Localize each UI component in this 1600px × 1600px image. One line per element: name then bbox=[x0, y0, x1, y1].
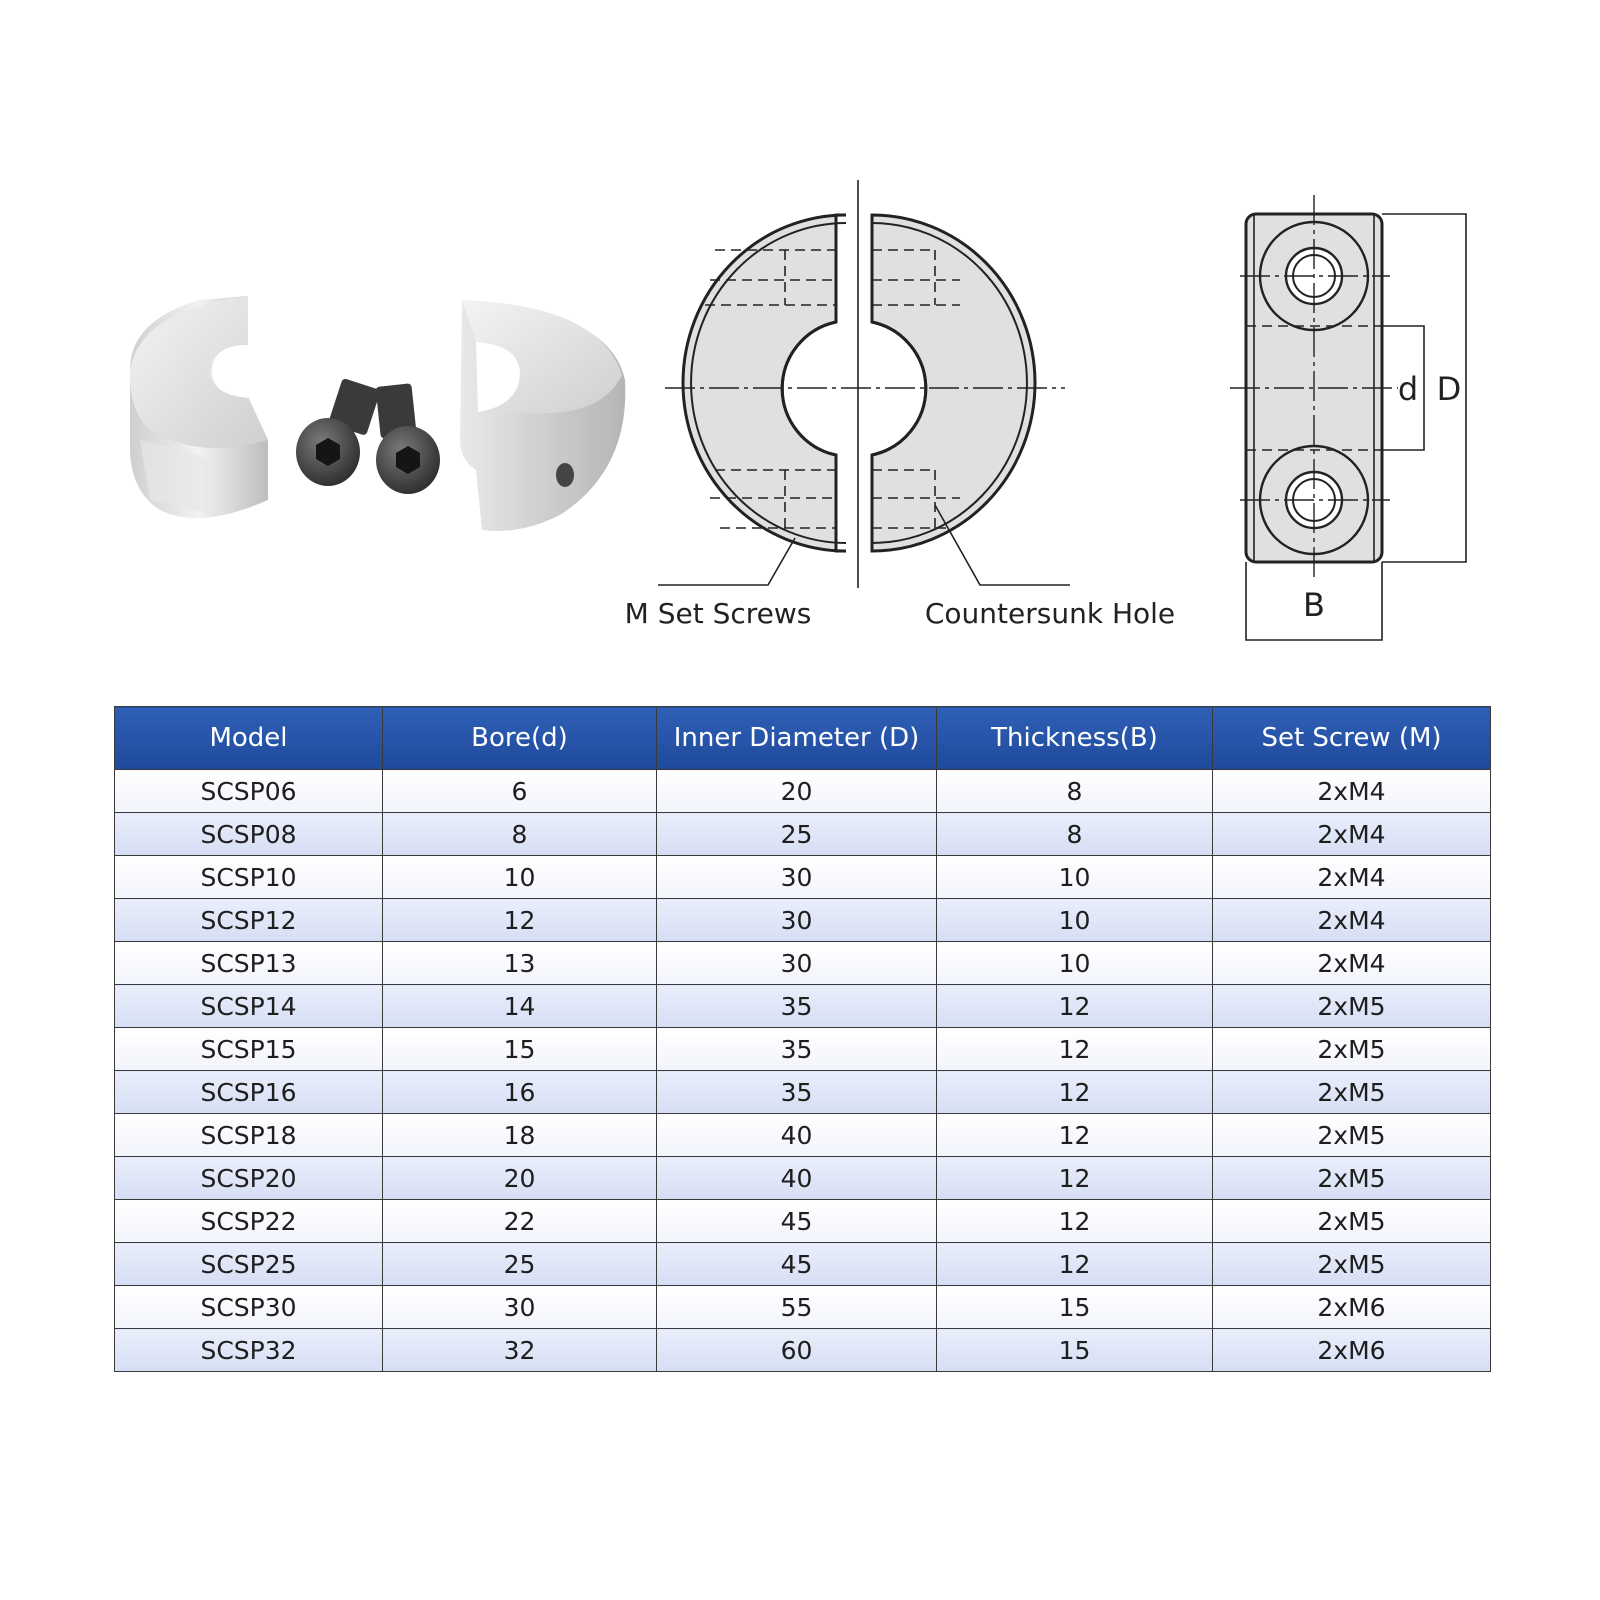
figures bbox=[0, 0, 1600, 690]
dimension-B-label: B bbox=[1303, 586, 1325, 624]
cell-model: SCSP14 bbox=[115, 985, 383, 1028]
table-row bbox=[115, 813, 1491, 856]
table-row bbox=[115, 1157, 1491, 1200]
cell-inner-diameter: 25 bbox=[657, 813, 937, 856]
cell-bore: 30 bbox=[383, 1286, 657, 1329]
cell-bore: 20 bbox=[383, 1157, 657, 1200]
cell-thickness: 12 bbox=[937, 1243, 1213, 1286]
cell-set-screw: 2xM4 bbox=[1213, 770, 1491, 813]
collar-half-left bbox=[130, 296, 268, 518]
header-inner-diameter: Inner Diameter (D) bbox=[657, 707, 937, 770]
cell-bore: 16 bbox=[383, 1071, 657, 1114]
cell-bore: 6 bbox=[383, 770, 657, 813]
table-row bbox=[115, 1243, 1491, 1286]
cell-bore: 10 bbox=[383, 856, 657, 899]
cell-set-screw: 2xM5 bbox=[1213, 1200, 1491, 1243]
cell-set-screw: 2xM4 bbox=[1213, 942, 1491, 985]
cell-model: SCSP13 bbox=[115, 942, 383, 985]
cell-model: SCSP18 bbox=[115, 1114, 383, 1157]
cell-inner-diameter: 45 bbox=[657, 1200, 937, 1243]
ring-half-left bbox=[683, 215, 846, 551]
cell-model: SCSP15 bbox=[115, 1028, 383, 1071]
header-set-screw: Set Screw (M) bbox=[1213, 707, 1491, 770]
cell-thickness: 8 bbox=[937, 770, 1213, 813]
cell-set-screw: 2xM5 bbox=[1213, 1114, 1491, 1157]
cell-bore: 15 bbox=[383, 1028, 657, 1071]
cell-set-screw: 2xM5 bbox=[1213, 1028, 1491, 1071]
cell-thickness: 10 bbox=[937, 856, 1213, 899]
label-m-set-screws: M Set Screws bbox=[624, 597, 812, 630]
cell-model: SCSP32 bbox=[115, 1329, 383, 1372]
cell-set-screw: 2xM4 bbox=[1213, 899, 1491, 942]
label-countersunk-hole: Countersunk Hole bbox=[924, 597, 1176, 630]
cell-thickness: 12 bbox=[937, 1157, 1213, 1200]
cell-thickness: 8 bbox=[937, 813, 1213, 856]
socket-bolt-1 bbox=[296, 378, 381, 486]
cell-thickness: 12 bbox=[937, 1114, 1213, 1157]
table-row bbox=[115, 770, 1491, 813]
table-row bbox=[115, 1114, 1491, 1157]
table-row bbox=[115, 1028, 1491, 1071]
cell-set-screw: 2xM5 bbox=[1213, 1157, 1491, 1200]
dimension-d-label: d bbox=[1397, 370, 1419, 408]
side-view-drawing bbox=[1230, 195, 1466, 640]
header-thickness: Thickness(B) bbox=[937, 707, 1213, 770]
cell-inner-diameter: 40 bbox=[657, 1157, 937, 1200]
cell-inner-diameter: 30 bbox=[657, 899, 937, 942]
table-row bbox=[115, 899, 1491, 942]
table-row bbox=[115, 1200, 1491, 1243]
cell-set-screw: 2xM4 bbox=[1213, 813, 1491, 856]
cell-inner-diameter: 30 bbox=[657, 942, 937, 985]
cell-model: SCSP12 bbox=[115, 899, 383, 942]
table-row bbox=[115, 942, 1491, 985]
table-row bbox=[115, 1286, 1491, 1329]
cell-model: SCSP16 bbox=[115, 1071, 383, 1114]
cell-bore: 14 bbox=[383, 985, 657, 1028]
header-model: Model bbox=[115, 707, 383, 770]
spec-table bbox=[114, 706, 1491, 1372]
cell-set-screw: 2xM6 bbox=[1213, 1329, 1491, 1372]
cell-set-screw: 2xM4 bbox=[1213, 856, 1491, 899]
cell-bore: 32 bbox=[383, 1329, 657, 1372]
cell-model: SCSP20 bbox=[115, 1157, 383, 1200]
ring-half-right bbox=[872, 215, 1035, 551]
header-bore: Bore(d) bbox=[383, 707, 657, 770]
collar-half-right bbox=[460, 300, 625, 531]
cell-model: SCSP22 bbox=[115, 1200, 383, 1243]
cell-thickness: 10 bbox=[937, 942, 1213, 985]
cell-inner-diameter: 35 bbox=[657, 1071, 937, 1114]
cell-thickness: 10 bbox=[937, 899, 1213, 942]
cell-inner-diameter: 60 bbox=[657, 1329, 937, 1372]
cell-bore: 25 bbox=[383, 1243, 657, 1286]
cell-model: SCSP30 bbox=[115, 1286, 383, 1329]
cell-set-screw: 2xM6 bbox=[1213, 1286, 1491, 1329]
cell-bore: 22 bbox=[383, 1200, 657, 1243]
table-row bbox=[115, 1329, 1491, 1372]
cell-thickness: 12 bbox=[937, 1200, 1213, 1243]
table-row bbox=[115, 985, 1491, 1028]
cell-model: SCSP10 bbox=[115, 856, 383, 899]
cell-inner-diameter: 30 bbox=[657, 856, 937, 899]
cell-inner-diameter: 35 bbox=[657, 985, 937, 1028]
cell-inner-diameter: 20 bbox=[657, 770, 937, 813]
cell-set-screw: 2xM5 bbox=[1213, 985, 1491, 1028]
cell-inner-diameter: 35 bbox=[657, 1028, 937, 1071]
cell-bore: 13 bbox=[383, 942, 657, 985]
cell-set-screw: 2xM5 bbox=[1213, 1243, 1491, 1286]
front-view-drawing bbox=[658, 180, 1070, 588]
dimension-D-label: D bbox=[1436, 370, 1462, 408]
cell-inner-diameter: 55 bbox=[657, 1286, 937, 1329]
cell-inner-diameter: 40 bbox=[657, 1114, 937, 1157]
cell-model: SCSP08 bbox=[115, 813, 383, 856]
cell-thickness: 12 bbox=[937, 985, 1213, 1028]
cell-thickness: 12 bbox=[937, 1028, 1213, 1071]
cell-thickness: 15 bbox=[937, 1329, 1213, 1372]
cell-bore: 12 bbox=[383, 899, 657, 942]
table-row bbox=[115, 1071, 1491, 1114]
product-photo bbox=[130, 296, 626, 531]
cell-bore: 18 bbox=[383, 1114, 657, 1157]
cell-bore: 8 bbox=[383, 813, 657, 856]
socket-bolt-2 bbox=[375, 383, 440, 494]
table-header-row bbox=[115, 707, 1491, 770]
cell-model: SCSP25 bbox=[115, 1243, 383, 1286]
cell-inner-diameter: 45 bbox=[657, 1243, 937, 1286]
table-row bbox=[115, 856, 1491, 899]
cell-model: SCSP06 bbox=[115, 770, 383, 813]
cell-thickness: 15 bbox=[937, 1286, 1213, 1329]
cell-set-screw: 2xM5 bbox=[1213, 1071, 1491, 1114]
cell-thickness: 12 bbox=[937, 1071, 1213, 1114]
